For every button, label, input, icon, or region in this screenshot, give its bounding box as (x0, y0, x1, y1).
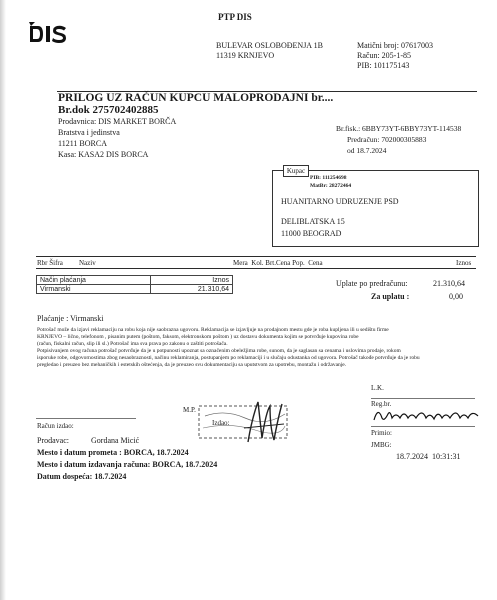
fiscal-date: od 18.7.2024 (347, 146, 387, 155)
print-timestamp: 18.7.2024 10:31:31 (396, 452, 461, 461)
mesto-prometa: Mesto i datum prometa : BORCA, 18.7.2024 (37, 448, 189, 457)
mesto-izdavanja: Mesto i datum izdavanja računa: BORCA, 18.7.2024 (37, 460, 218, 469)
regbr-label: Reg.br. (371, 400, 392, 408)
payment-amount: 21.310,64 (150, 285, 232, 294)
izdao-label: Izdao: (212, 419, 230, 427)
prodavac-name: Gordana Micić (91, 436, 140, 445)
buyer-name: HUANITARNO UDRUZENJE PSD (281, 197, 399, 206)
company-pib: PIB: 101175143 (357, 61, 410, 70)
company-name: PTP DIS (218, 12, 252, 22)
buyer-street: DELIBLATSKA 15 (281, 217, 345, 226)
items-header-bottom-line (36, 268, 476, 269)
seller-city: 11211 BORCA (58, 139, 107, 148)
racun-izdao-line (36, 418, 136, 419)
note-line: pregledao i preuzeo bez mehaničkih i estetskih oštećenja, da je preuzeo svu dokumentaciju sa uputstvom za upotrebu, montažu i održavanje. (37, 362, 347, 368)
items-col-values: Mera Kol. Brt.Cena Pop. Cena (233, 259, 323, 267)
za-uplatu-value: 0,00 (449, 292, 463, 301)
buyer-matbr: MatBr: 28272464 (310, 183, 352, 189)
company-address: BULEVAR OSLOBOĐENJA 1B (216, 41, 323, 50)
datum-dospeca: Datum dospeća: 18.7.2024 (37, 472, 127, 481)
table-row (37, 285, 233, 294)
buyer-signature-icon (372, 404, 482, 426)
company-city: 11319 KRNJEVO (216, 51, 275, 60)
uplate-label: Uplate po predračunu: (336, 279, 408, 288)
items-col-iznos: Iznos (456, 259, 472, 267)
items-col-naziv: Naziv (79, 259, 96, 267)
payment-col-method: Način plaćanja (37, 276, 151, 285)
table-row (37, 276, 233, 285)
za-uplatu-label: Za uplatu : (371, 292, 410, 301)
prodavac-label: Prodavac: (37, 436, 69, 445)
buyer-label: Kupac (283, 165, 309, 177)
note-line: Potrošač može da izjavi reklamaciju na robu koja nije saobrazna ugovoru. Reklamacija se izjavljuje na prodajnom mestu gde je roba kupljena ili u sedištu firme (37, 327, 389, 333)
maticni-broj: Matični broj: 07617003 (357, 41, 433, 50)
jmbg-label: JMBG: (371, 441, 392, 449)
seller-kasa: Kasa: KASA2 DIS BORCA (58, 150, 149, 159)
items-header-top-line (36, 256, 476, 257)
seller-shop: Prodavnica: DIS MARKET BORČA (58, 117, 177, 126)
predracun-number: Predračun: 702000305883 (347, 135, 427, 144)
buyer-pib: PIB: 111254698 (310, 175, 347, 181)
document-number: Br.dok 275702402885 (58, 104, 159, 116)
seller-street: Bratstva i jedinstva (58, 128, 120, 137)
placanje-text: Plaćanje : Virmanski (37, 314, 104, 323)
racun-number: Račun: 205-1-85 (357, 51, 411, 60)
primio-line (371, 426, 475, 427)
items-col-rbr: Rbr Šifra (37, 259, 63, 267)
payment-table (36, 275, 233, 294)
note-line: KRNJEVO – lično, telefonom , pisanim putem (poštom, faksom, elektronskom poštom ) uz dostavu dokumenta kojim se potvrđuje kupovina robe (37, 334, 359, 340)
payment-method: Virmanski (37, 285, 151, 294)
fiscal-number: Br.fisk.: 6BBY73YT-6BBY73YT-114538 (336, 124, 462, 133)
document-title: PRILOG UZ RAČUN KUPCU MALOPRODAJNI br.... (58, 92, 334, 104)
note-line: isporuke robe, odgovornostima zbog nesaobraznosti, načinu reklamiranja, postupanjem po reklamaciji i u slučaju odustanka od ugovora. Potrošač takođe potvrđuje da je robu (37, 355, 420, 361)
issuer-signature-icon (240, 398, 286, 446)
primio-label: Primio: (371, 429, 393, 437)
buyer-city: 11000 BEOGRAD (281, 229, 342, 238)
legal-notes (37, 327, 477, 369)
scan-edge-shadow (0, 0, 6, 600)
note-line: Potpisivanjem ovog računa potrošač potvrđuje da je u potpunosti upoznat sa označenim obeležjima robe, sunom, da je saglasan sa cenama i uslovima prodaje, rokom (37, 348, 401, 354)
dis-logo-icon (28, 22, 84, 46)
note-line: (račun, fiskalni račun, slip ili sl.) Potrošač ima sva prava po zakonu o zaštiti potrošača. (37, 341, 228, 347)
payment-col-amount: Iznos (150, 276, 232, 285)
mp-label: M.P. (183, 406, 196, 414)
lk-label: L.K. (371, 384, 384, 392)
racun-izdao-label: Račun izdao: (37, 422, 74, 430)
uplate-value: 21.310,64 (433, 279, 465, 288)
